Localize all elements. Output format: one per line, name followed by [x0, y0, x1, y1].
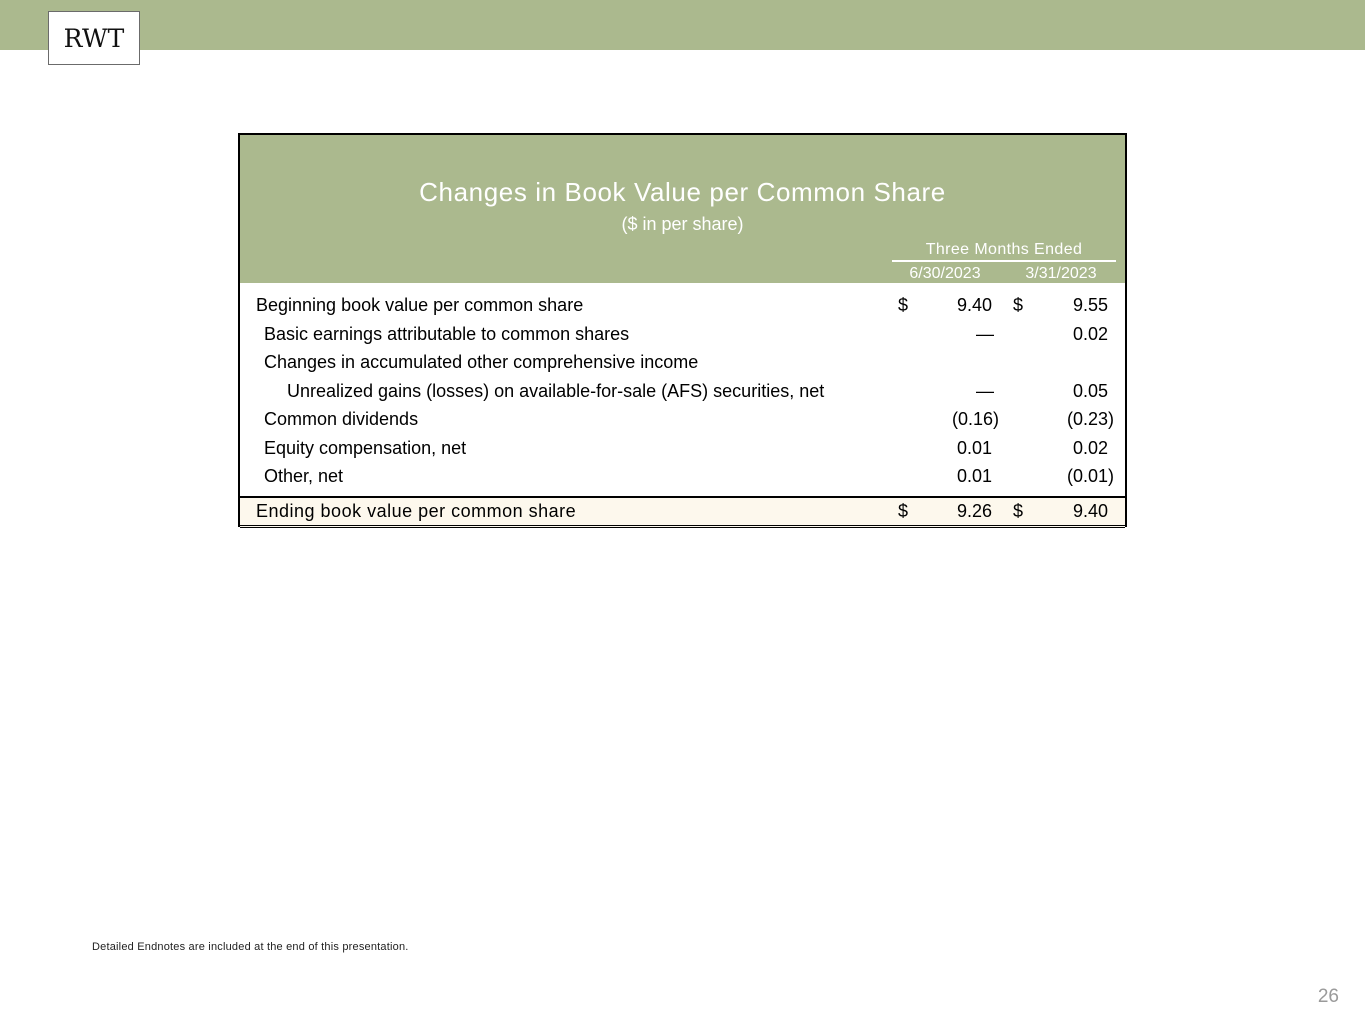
company-logo: RWT — [48, 11, 140, 65]
endnote-text: Detailed Endnotes are included at the end of this presentation. — [92, 941, 409, 953]
value-3-31-2023: 0.05 — [1072, 381, 1108, 401]
total-label: Ending book value per common share — [256, 501, 577, 521]
row-label: Basic earnings attributable to common shares — [264, 324, 630, 344]
page-number: 26 — [1317, 986, 1339, 1007]
row-label: Changes in accumulated other comprehensive income — [264, 352, 699, 372]
top-band — [0, 0, 1365, 50]
table-subtitle: ($ in per share) — [621, 214, 744, 234]
currency-symbol: $ — [898, 501, 909, 521]
table-row — [240, 462, 1125, 490]
book-value-table — [238, 133, 1127, 527]
table-row — [240, 377, 1125, 405]
table-row — [240, 434, 1125, 462]
total-row — [240, 496, 1125, 528]
period-label: Three Months Ended — [892, 241, 1116, 262]
value-6-30-2023: (0.16) — [951, 409, 999, 429]
value-3-31-2023: 0.02 — [1072, 438, 1108, 458]
row-label: Unrealized gains (losses) on available-for-sale (AFS) securities, net — [287, 381, 825, 401]
total-value-6-30-2023: 9.26 — [956, 501, 992, 521]
table-row — [240, 348, 1125, 376]
currency-symbol: $ — [898, 295, 909, 315]
table-header — [240, 135, 1125, 283]
currency-symbol: $ — [1013, 501, 1024, 521]
row-label: Common dividends — [264, 409, 419, 429]
table-row — [240, 291, 1125, 319]
value-3-31-2023: 0.02 — [1072, 324, 1108, 344]
value-3-31-2023: (0.23) — [1066, 409, 1114, 429]
row-label: Other, net — [264, 466, 344, 486]
value-6-30-2023: 9.40 — [956, 295, 992, 315]
column-header-6-30-2023: 6/30/2023 — [909, 265, 981, 282]
column-header-3-31-2023: 3/31/2023 — [1025, 265, 1097, 282]
value-6-30-2023: — — [976, 324, 994, 344]
value-6-30-2023: 0.01 — [956, 466, 992, 486]
table-row — [240, 405, 1125, 433]
currency-symbol: $ — [1013, 295, 1024, 315]
value-6-30-2023: 0.01 — [956, 438, 992, 458]
row-label: Equity compensation, net — [264, 438, 467, 458]
table-title: Changes in Book Value per Common Share — [419, 177, 946, 207]
value-6-30-2023: — — [976, 381, 994, 401]
value-3-31-2023: (0.01) — [1066, 466, 1114, 486]
row-label: Beginning book value per common share — [256, 295, 584, 315]
total-value-3-31-2023: 9.40 — [1072, 501, 1108, 521]
value-3-31-2023: 9.55 — [1072, 295, 1108, 315]
table-row — [240, 320, 1125, 348]
